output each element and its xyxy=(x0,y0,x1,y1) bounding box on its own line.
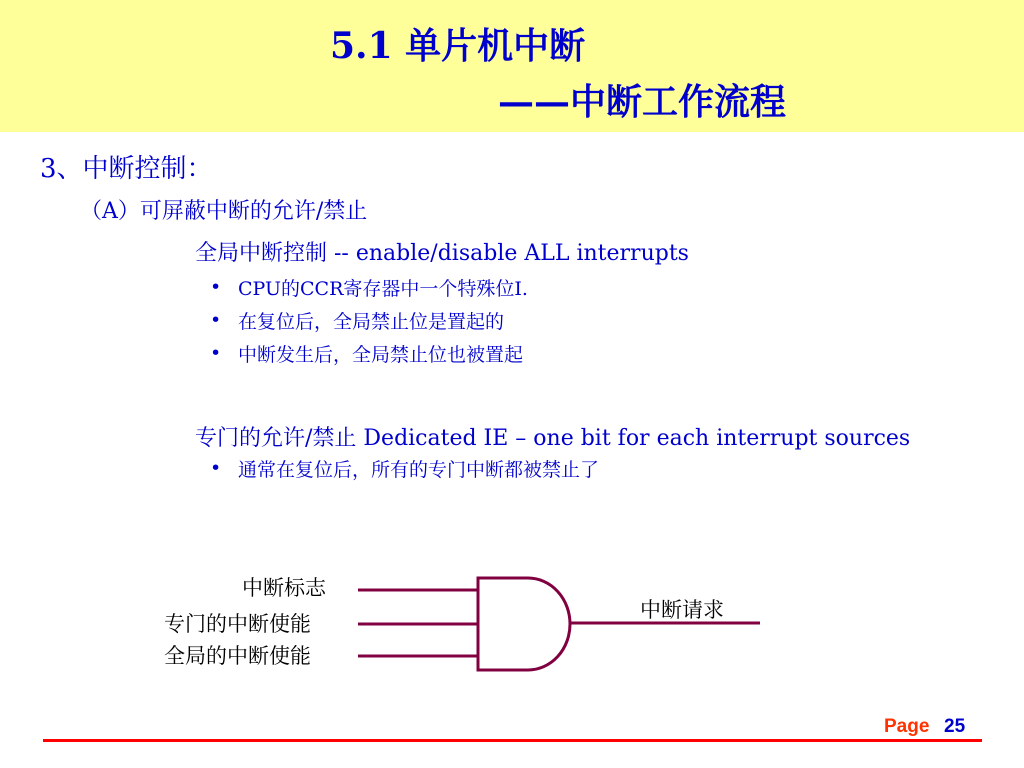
bullet-dot: • xyxy=(210,342,222,364)
global-interrupt-heading: 全局中断控制 -- enable/disable ALL interrupts xyxy=(195,241,689,266)
dedicated-bullet-1: 通常在复位后，所有的专门中断都被禁止了 xyxy=(238,459,600,481)
slide-subtitle: ——中断工作流程 xyxy=(498,81,787,123)
gate-input-label-interrupt-flag: 中断标志 xyxy=(242,576,326,600)
page-number: 25 xyxy=(944,716,966,737)
dedicated-ie-heading: 专门的允许/禁止 Dedicated IE – one bit for each interrupt sources xyxy=(195,426,911,451)
global-bullet-3: 中断发生后，全局禁止位也被置起 xyxy=(238,344,524,366)
gate-input-label-global-enable: 全局的中断使能 xyxy=(164,644,311,668)
global-bullet-1: CPU的CCR寄存器中一个特殊位I. xyxy=(238,278,528,300)
bullet-dot: • xyxy=(210,276,222,298)
bullet-dot: • xyxy=(210,457,222,479)
gate-output-label-interrupt-request: 中断请求 xyxy=(640,598,724,622)
page-label: Page xyxy=(884,716,930,737)
subsection-heading: （A）可屏蔽中断的允许/禁止 xyxy=(80,199,368,224)
bullet-dot: • xyxy=(210,309,222,331)
gate-input-label-dedicated-enable: 专门的中断使能 xyxy=(164,612,311,636)
slide-title: 5.1 单片机中断 xyxy=(330,25,586,67)
and-gate-symbol xyxy=(478,578,570,670)
section-heading: 3、中断控制： xyxy=(40,154,213,184)
global-bullet-2: 在复位后，全局禁止位是置起的 xyxy=(238,311,505,333)
footer-rule xyxy=(43,739,982,742)
